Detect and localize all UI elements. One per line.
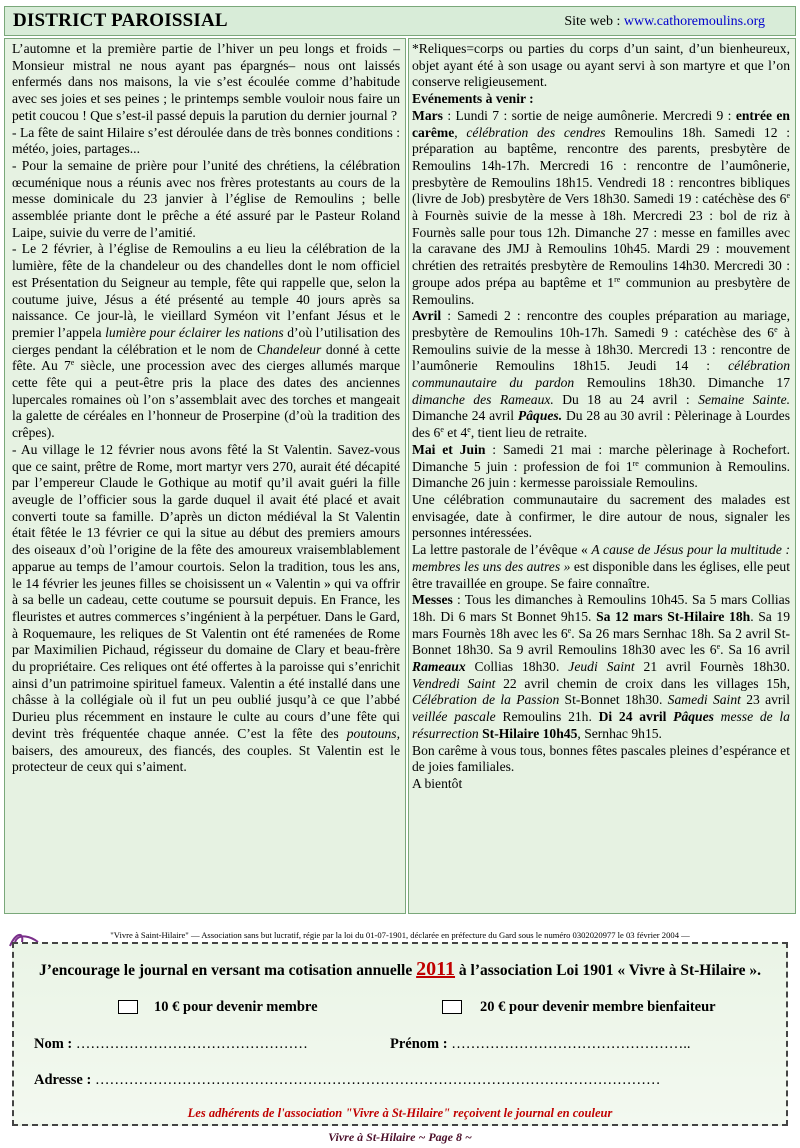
bienfaiteur-checkbox[interactable] (442, 1000, 462, 1014)
page-footer: Vivre à St-Hilaire ~ Page 8 ~ (328, 1130, 472, 1144)
chandeleur-paragraph: - Le 2 février, à l’église de Remoulins a eu lieu la célébration de la lumière, fête de la chandeleur ou des chandelles dont le nom officiel est Présentation du Seigneur au temple, fête qui rappelle que, selon la coutume juive, Jésus a été présenté au temple 40 jours après sa naissance. Ce jour-là, le vieillard Syméon vit l’enfant Jésus et le premier l’appela lumière pour éclairer les nations d’où l’utilisation des cierges pendant la célébration et le nom de Chandeleur donné à cette fête. Au 7e siècle, une procession avec des cierges allumés marque cette fête qui a peut-être pris la place des dates des anciennes lupercales romaines où l’on s’assemblait avec des torches et mangeait la galette de céréales en l’honneur de Proserpine (d’où la tradition des crêpes). (12, 241, 400, 441)
website-label: Site web : (564, 14, 621, 29)
adresse-field[interactable]: Adresse : ……………………………………………………………………………………………………… (34, 1072, 661, 1088)
events-mars: Mars : Lundi 7 : sortie de neige aumônerie. Mercredi 9 : entrée en carême, célébration des cendres Remoulins 18h. Samedi 12 : préparation au baptême, rencontre des parents, presbytère de Remoulins 14h-17h. Mercredi 16 : rencontre de l’aumônerie, presbytère de Remoulins 18h15. Vendredi 18 : rencontres bibliques (livre de Job) presbytère de Vers 18h30. Samedi 19 : catéchèse des 6e à Fournès suivie de la messe à 18h. Mercredi 23 : bol de riz à Fournès salle pour tous 12h. Dimanche 27 : messe en familles avec la caravane des JMJ à Remoulins 10h45. Mardi 29 : mouvement chrétien des retraités presbytère de Remoulins 14h30. Mercredi 30 : groupe ados prépa au baptême et 1re communion au presbytère de Remoulins. (412, 107, 790, 307)
membre-checkbox[interactable] (118, 1000, 138, 1014)
association-legal-line: "Vivre à Saint-Hilaire" — Association sans but lucratif, régie par la loi du 01-07-1901, déclarée en préfecture du Gard sous le numéro 0302020977 le 03 février 2004 — (110, 930, 690, 940)
coupon-heading: J’encourage le journal en versant ma cotisation annuelle 2011 à l’association Loi 1901 « Vivre à St-Hilaire ». (38, 958, 762, 980)
website-link[interactable]: www.cathoremoulins.org (623, 14, 765, 29)
membre-option-label: 10 € pour devenir membre (154, 999, 318, 1015)
section-title: DISTRICT PAROISSIAL (13, 10, 228, 31)
malades-paragraph: Une célébration communautaire du sacrement des malades est envisagée, date à confirmer, le dire autour de nous, signaler les personnes intéressées. (412, 491, 790, 541)
prenom-field[interactable]: Prénom : ………………………………………….. (390, 1036, 691, 1052)
valentin-paragraph: - Au village le 12 février nous avons fêté la St Valentin. Savez-vous que ce saint, prêtre de Rome, mort martyr vers 270, aurait été décapité par l’empereur Claude le Gothique au motif qu’il avait guéri la fille aveugle de l’officier sous la garde duquel il avait été placé et avait converti toute sa famille. D’après un dicton médiéval la St Valentin était fêtée le 13 février ce qui la situe au début des premiers amours des oiseaux d’où l’origine de la fête des amoureux vraisemblablement apparue au temps de l’amour courtois. Selon la tradition, tous les ans, le 14 février les jeunes filles se choisissent un « Valentin » qui va offrir à sa belle un cadeau, cette coutume se poursuit depuis. En France, les fleuristes et autres commerces s’ingénient à la perpétuer. Dans le Gard, à Roquemaure, les reliques de St Valentin ont été ramenées de Rome par Maximilien Pichaud, régisseur du domaine de Clary et beau-frère du propriétaire. Ces reliques ont été offertes à la paroisse qui s’enrichit ainsi d’un patrimoine spirituel fameux. Valentin a été installé dans une châsse à la collégiale où il fut un peu oublié jusqu’à ce que l’abbé Durieu plus récemment en instaure le culte au cours d’une fête qui devint très fréquentée chaque année. C’est la fête des poutouns, baisers, des amoureux, des fiancés, des couples. St Valentin est le protecteur de ceux qui s’aiment. (12, 441, 400, 775)
events-mai-juin: Mai et Juin : Samedi 21 mai : marche pèlerinage à Rochefort. Dimanche 5 juin : profession de foi 1re communion à Remoulins. Dimanche 26 juin : kermesse paroissiale Remoulins. (412, 441, 791, 491)
bienfaiteur-option-label: 20 € pour devenir membre bienfaiteur (480, 999, 716, 1015)
website-line (564, 14, 765, 30)
unity-week-paragraph: - Pour la semaine de prière pour l’unité des chrétiens, la célébration œcuménique nous a réunis avec nos frères protestants au cours de la messe dominicale du 23 janvier à l’église de Remoulins ; belle assemblée priante dont le prêche a été assuré par le Pasteur Roland Laipe, suivie du verre de l’amitié. (12, 157, 400, 240)
coupon-note: Les adhérents de l'association "Vivre à St-Hilaire" reçoivent le journal en couleur (187, 1106, 613, 1120)
left-column (12, 41, 400, 776)
membership-coupon (12, 942, 788, 1126)
page-header (4, 6, 796, 36)
saint-hilaire-paragraph: - La fête de saint Hilaire s’est déroulée dans de très bonnes conditions : météo, joies, partages... (12, 124, 400, 157)
right-column (412, 41, 790, 793)
nom-field[interactable]: Nom : ………………………………………… (34, 1036, 308, 1052)
reliques-note: *Reliques=corps ou parties du corps d’un saint, d’un bienheureux, objet ayant été à son usage ou ayant servi à son martyre et que l’on conserve religieusement. (412, 41, 790, 90)
intro-paragraph: L’automne et la première partie de l’hiver un peu longs et froids –Monsieur mistral ne nous ayant pas épargnés– nous ont laissés enfermés dans nos maisons, la vie s’est écoulée comme d’habitude avec ses joies et ses peines ; le printemps semble vouloir nous faire un petit coucou ! Que s’est-il passé depuis la parution du dernier journal ? (12, 41, 400, 123)
events-avril: Avril : Samedi 2 : rencontre des couples préparation au mariage, presbytère de Remoulins 10h-17h. Samedi 9 : catéchèse des 6e à Remoulins suivie de la messe à 18h30. Mercredi 13 : rencontre de l’aumônerie Remoulins 18h15. Jeudi 14 : célébration communautaire du pardon Remoulins 18h30. Dimanche 17 dimanche des Rameaux. Du 18 au 24 avril : Semaine Sainte. Dimanche 24 avril Pâques. Du 28 au 30 avril : Pèlerinage à Lourdes des 6e et 4e, tient lieu de retraite. (412, 308, 791, 441)
messes-paragraph: Messes : Tous les dimanches à Remoulins 10h45. Sa 5 mars Collias 18h. Di 6 mars St Bonnet 9h15. Sa 12 mars St-Hilaire 18h. Sa 19 mars Fournès 18h avec les 6e. Sa 26 mars Sernhac 18h. Sa 2 avril St-Bonnet 18h30. Sa 9 avril Remoulins 18h30 avec les 6e. Sa 16 avril Rameaux Collias 18h30. Jeudi Saint 21 avril Fournès 18h30. Vendredi Saint 22 avril chemin de croix dans les villages 15h, Célébration de la Passion St-Bonnet 18h30. Samedi Saint 23 avril veillée pascale Remoulins 21h. Di 24 avril Pâques messe de la résurrection St-Hilaire 10h45, Sernhac 9h15. (412, 592, 790, 741)
events-heading: Evénements à venir : (412, 91, 534, 107)
closing-paragraph: Bon carême à vous tous, bonnes fêtes pascales pleines d’espérance et de joies familiales. (412, 742, 790, 775)
coupon-year: 2011 (416, 958, 456, 980)
lettre-pastorale-paragraph: La lettre pastorale de l’évêque « A cause de Jésus pour la multitude : membres les uns des autres » est disponible dans les églises, elle peut être travaillée en groupe. Se faire connaître. (412, 542, 791, 591)
signoff: A bientôt (412, 775, 463, 791)
